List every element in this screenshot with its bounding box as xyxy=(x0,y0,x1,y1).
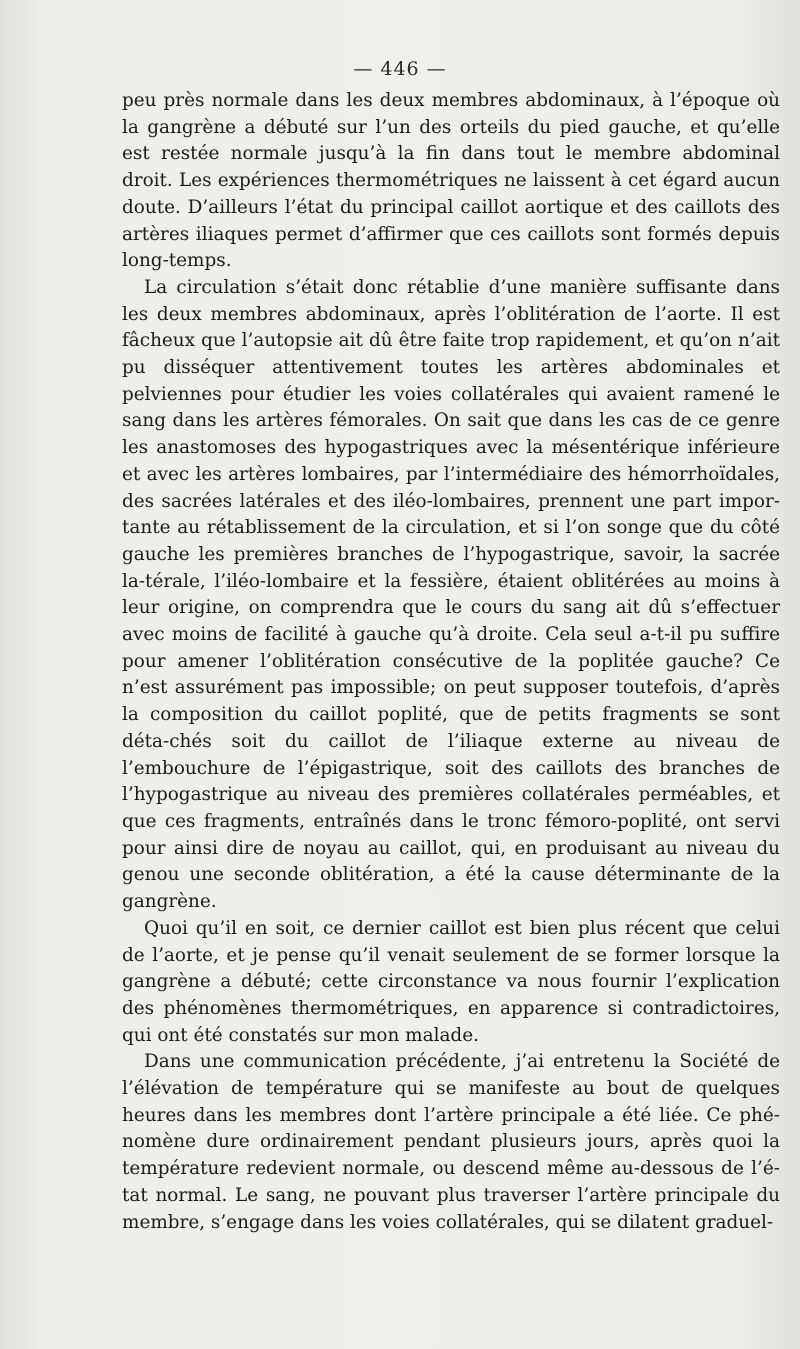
paragraph-2-text: La circulation s’était donc rétablie d’une manière suffisante dans les deux membres abdominaux, après l’oblitération de l’aorte. Il est fâcheux que l’autopsie ait dû être faite trop rapidement, et qu’on n’ait pu disséquer attentivement toutes les artères abdominales et pelviennes pour étudier les voies collatérales qui avaient ramené le sang dans les artères fémorales. On sait que dans les cas de ce genre les anastomoses des hypogastriques avec la mésentérique inférieure et avec les artères lombaires, par l’intermédiaire des hémorrhoïdales, des sacrées latérales et des iléo-lombaires, prennent une part impor-tante au rétablissement de la circulation, et si l’on songe que du côté gauche les premières branches de l’hypogastrique, savoir, la sacrée la-térale, l’iléo-lombaire et la fessière, étaient oblitérées au moins à leur origine, on comprendra que le cours du sang ait dû s’effectuer avec moins de facilité à gauche qu’à droite. Cela seul a-t-il pu suffire pour amener l’oblitération consécutive de la poplitée gauche? Ce n’est assurément pas impossible; on peut supposer toutefois, d’après la composition du caillot poplité, que de petits fragments se sont déta-chés soit du caillot de l’iliaque externe au niveau de l’embouchure de l’épigastrique, soit des caillots des branches de l’hypogastrique au niveau des premières collatérales perméables, et que ces fragments, entraînés dans le tronc fémoro-poplité, ont servi pour ainsi dire de noyau au caillot, qui, en produisant au niveau du genou une seconde oblitération, a été la cause déterminante de la gangrène. xyxy=(122,276,780,913)
paragraph-3 xyxy=(122,916,780,1050)
paragraph-4-text: Dans une communication précédente, j’ai entretenu la Société de l’élévation de température qui se manifeste au bout de quelques heures dans les membres dont l’artère principale a été liée. Ce phé-nomène dure ordinairement pendant plusieurs jours, après quoi la température redevient normale, ou descend même au-dessous de l’é-tat normal. Le sang, ne pouvant plus traverser l’artère principale du membre, s’engage dans les voies collatérales, qui se dilatent graduel- xyxy=(122,1051,780,1233)
paragraph-3-text: Quoi qu’il en soit, ce dernier caillot est bien plus récent que celui de l’aorte, et je pense qu’il venait seulement de se former lorsque la gangrène a débuté; cette circonstance va nous fournir l’explication des phénomènes thermométriques, en apparence si contradictoires, qui ont été constatés sur mon malade. xyxy=(122,917,780,1046)
paragraph-1 xyxy=(122,88,780,275)
paragraph-1-text: peu près normale dans les deux membres abdominaux, à l’époque où la gangrène a débuté sur l’un des orteils du pied gauche, et qu’elle est restée normale jusqu’à la fin dans tout le membre abdominal droit. Les expériences thermométriques ne laissent à cet égard aucun doute. D’ailleurs l’état du principal caillot aortique et des caillots des artères iliaques permet d’affirmer que ces caillots sont formés depuis long-temps. xyxy=(122,90,780,272)
page-number: — 446 — xyxy=(353,58,447,80)
paragraph-4 xyxy=(122,1049,780,1236)
paragraph-2 xyxy=(122,275,780,916)
body-text xyxy=(122,88,780,1236)
